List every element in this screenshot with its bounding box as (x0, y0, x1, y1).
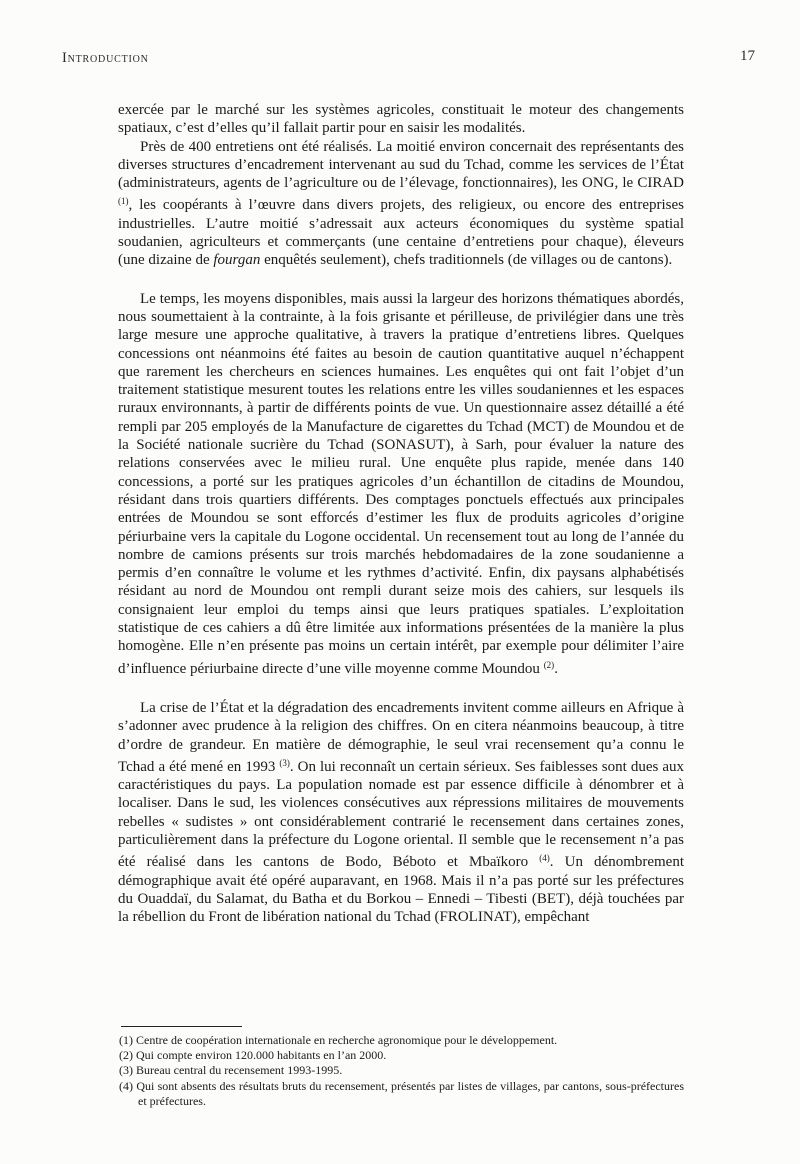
footnote-text: Qui sont absents des résultats bruts du recensement, présentés par listes de villages, par cantons, sous-préfectures et préfectures. (136, 1078, 685, 1108)
running-head: Introduction (62, 50, 149, 66)
italic-term: fourgan (213, 252, 261, 269)
footnote-text: Bureau central du recensement 1993-1995. (136, 1063, 343, 1078)
footnote-2 (119, 1048, 684, 1063)
footnote-4 (119, 1079, 684, 1109)
footnote-reference: (4) (539, 853, 550, 864)
footnote-marker: (1) (119, 1033, 133, 1047)
paragraph-census (118, 699, 684, 927)
text-run: , les coopérants à l’œuvre dans divers projets, des religieux, ou encore des entreprises industrielles. L’autre moitié s’adressait aux acteurs économiques du système spatial soudanien, agriculteurs et commerçants (une centaine d’entretiens pour chaque), éleveurs (une dizaine de (118, 197, 684, 269)
text-run: La crise de l’État et la dégradation des encadrements invitent comme ailleurs en Afrique à s’adonner avec prudence à la religion des chiffres. On en citera néanmoins beaucoup, à titre d’ordre de grandeur. En matière de démographie, le seul vrai recensement qu’a connu le Tchad a été mené en 1993 (118, 699, 684, 775)
footnote-marker: (2) (119, 1048, 133, 1063)
text-run: Près de 400 entretiens ont été réalisés. La moitié environ concernait des représentants des diverses structures d’encadrement intervenant au sud du Tchad, comme les services de l’État (administrateurs, agents de l’agriculture ou de l’élevage, fonctionnaires), les ONG, le CIRAD (118, 138, 684, 192)
paragraph-continuation (118, 101, 684, 138)
footnote-reference: (3) (279, 757, 290, 768)
footnote-reference: (2) (543, 659, 555, 670)
text-run: . (554, 660, 558, 677)
footnote-1 (119, 1033, 684, 1048)
footnote-reference: (1) (118, 196, 129, 207)
paragraph-interviews (118, 138, 684, 270)
page-number: 17 (740, 48, 755, 64)
text-run: . On lui reconnaît un certain sérieux. Ses faiblesses sont dues aux caractéristiques du pays. La population nomade est par essence difficile à dénombrer et à localiser. Dans le sud, les violences consécutives aux répressions militaires de mouvements rebelles « sudistes » ont considérablement contrarié le recensement dans certaines zones, particulièrement dans la préfecture du Logone oriental. Il semble que le recensement n’a pas été réalisé dans les cantons de Bodo, Béboto et Mbaïkoro (118, 758, 685, 871)
body-text (118, 101, 684, 926)
footnote-marker: (4) (119, 1078, 133, 1093)
footnote-text: Qui compte environ 120.000 habitants en l’an 2000. (136, 1048, 387, 1063)
footnote-marker: (3) (119, 1063, 133, 1078)
text-run: Le temps, les moyens disponibles, mais aussi la largeur des horizons thématiques abordés, nous soumettaient à la contrainte, à la fois grisante et périlleuse, de privilégier dans une très large mesure une approche qualitative, à travers la pratique d’entretiens libres. Quelques concessions ont néanmoins été faites au besoin de caution quantitative auquel n’échappent que rarement les chercheurs en sciences humaines. Les enquêtes qui ont fait l’objet d’un traitement statistique mesurent toutes les relations entre les villes soudaniennes et les espaces ruraux environnants, à partir de différents points de vue. Un questionnaire assez détaillé a été rempli par 205 employés de la Manufacture de cigarettes du Tchad (MCT) de Moundou et de la Société nationale sucrière du Tchad (SONASUT), à Sarh, pour évaluer la nature des relations conservées avec le milieu rural. Une enquête plus rapide, menée dans 140 concessions, a porté sur les pratiques agricoles d’un échantillon de citadins de Moundou, résidant dans trois quartiers différents. Des comptages ponctuels effectués aux principales entrées de Moundou se sont efforcés d’estimer les flux de produits agricoles d’origine périurbaine vers la capitale du Logone occidental. Un recensement tout au long de l’année du nombre de camions présents sur trois marchés hebdomadaires de la zone soudanienne a permis d’en connaître le volume et les rythmes d’activité. Enfin, dix paysans alphabétisés résidant au nord de Moundou ont rempli durant seize mois des cahiers, sur lesquels ils consignaient leur emploi du temps ainsi que leurs pratiques spatiales. L’exploitation statistique de ces cahiers a dû être limitée aux informations présentées de la manière la plus homogène. Elle n’en présente pas moins un certain intérêt, par exemple pour délimiter l’aire d’influence périurbaine directe d’une ville moyenne comme Moundou (118, 290, 684, 677)
text-run: . Un dénombrement démographique avait été opéré auparavant, en 1968. Mais il n’a pas porté sur les préfectures du Ouaddaï, du Salamat, du Batha et du Borkou – Ennedi – Tibesti (BET), déjà touchées par la rébellion du Front de libération national du Tchad (FROLINAT), empêchant (118, 854, 685, 926)
footnote-text: Centre de coopération internationale en recherche agronomique pour le développement. (136, 1033, 558, 1047)
footnotes (119, 1026, 684, 1109)
footnote-rule (121, 1026, 242, 1027)
paragraph-methodology (118, 290, 684, 678)
text-run: enquêtés seulement), chefs traditionnels (de villages ou de cantons). (260, 252, 673, 269)
text-run: exercée par le marché sur les systèmes agricoles, constituait le moteur des changements spatiaux, c’est d’elles qu’il fallait partir pour en saisir les modalités. (118, 102, 684, 137)
footnote-3 (119, 1063, 684, 1078)
